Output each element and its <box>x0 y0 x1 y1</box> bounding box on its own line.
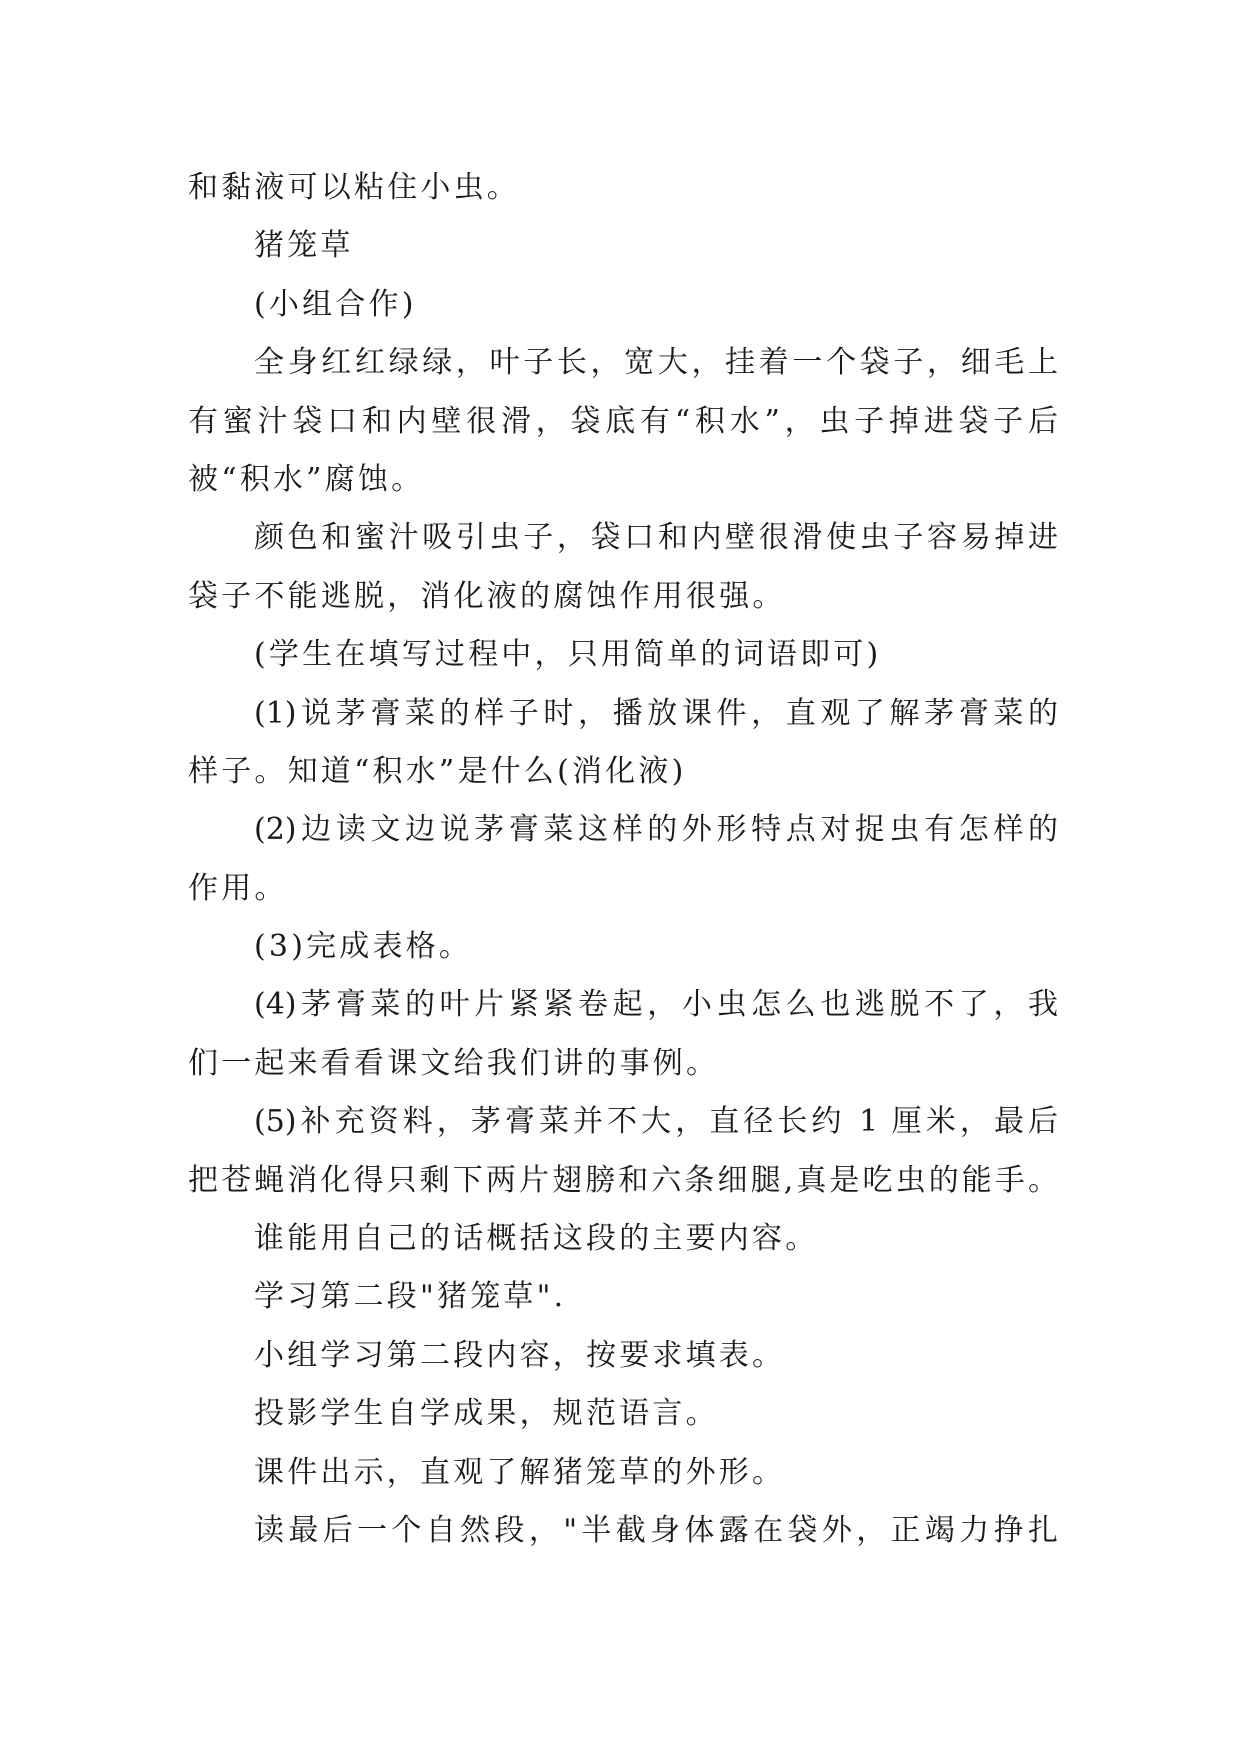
document-body <box>188 159 1058 1560</box>
text-line: 颜色和蜜汁吸引虫子，袋口和内壁很滑使虫子容易掉进 <box>254 520 1058 556</box>
text-line: (1)说茅膏菜的样子时，播放课件，直观了解茅膏菜的 <box>254 695 1058 731</box>
text-line: 有蜜汁袋口和内壁很滑，袋底有“积水”，虫子掉进袋子后 <box>188 403 1058 439</box>
text-line: 谁能用自己的话概括这段的主要内容。 <box>254 1221 819 1257</box>
text-line: 和黏液可以粘住小虫。 <box>188 170 520 205</box>
text-line: 投影学生自学成果，规范语言。 <box>254 1396 719 1432</box>
text-line: (4)茅膏菜的叶片紧紧卷起，小虫怎么也逃脱不了，我 <box>254 987 1058 1023</box>
text-line: 猪笼草 <box>254 228 354 264</box>
text-line: 袋子不能逃脱，消化液的腐蚀作用很强。 <box>188 578 786 614</box>
text-line: 样子。知道“积水”是什么(消化液) <box>188 753 687 789</box>
text-line: 学习第二段"猪笼草". <box>254 1279 567 1315</box>
text-line: 全身红红绿绿，叶子长，宽大，挂着一个袋子，细毛上 <box>254 345 1058 381</box>
text-line: 们一起来看看课文给我们讲的事例。 <box>188 1045 720 1081</box>
text-line: 被“积水”腐蚀。 <box>188 461 425 497</box>
text-line: (学生在填写过程中，只用简单的词语即可) <box>254 637 882 673</box>
text-line: 把苍蝇消化得只剩下两片翅膀和六条细腿,真是吃虫的能手。 <box>188 1162 1058 1198</box>
text-line: (小组合作) <box>254 286 417 322</box>
text-line: 读最后一个自然段，"半截身体露在袋外，正竭力挣扎 <box>254 1512 1058 1548</box>
text-line: 小组学习第二段内容，按要求填表。 <box>254 1337 786 1373</box>
text-line: (2)边读文边说茅膏菜这样的外形特点对捉虫有怎样的 <box>254 812 1058 848</box>
text-line: (5)补充资料，茅膏菜并不大，直径长约 1 厘米，最后 <box>254 1104 1058 1140</box>
text-line: 课件出示，直观了解猪笼草的外形。 <box>254 1454 786 1490</box>
text-line: (3)完成表格。 <box>254 929 473 965</box>
text-line: 作用。 <box>188 870 288 906</box>
